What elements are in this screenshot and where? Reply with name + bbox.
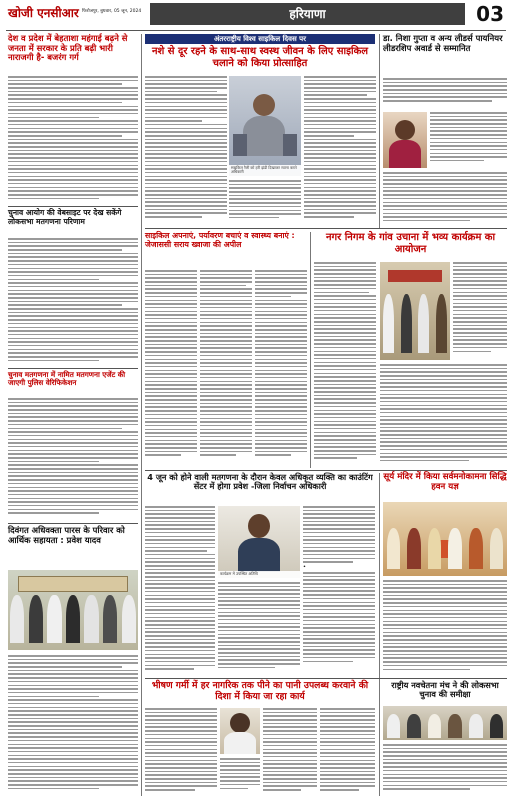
- newspaper-brand: खोजी एनसीआर: [8, 6, 79, 20]
- story4-photo: [8, 570, 138, 650]
- story6-intro: [383, 78, 507, 110]
- divider: [145, 678, 507, 679]
- story12-photo: [383, 706, 507, 740]
- story12-body: [383, 744, 507, 796]
- story11-headline: भीषण गर्मी में हर नागरिक तक पीने का पानी उपलब्ध करवाने की दिशा में किया जा रहा कार्य: [151, 680, 369, 702]
- divider: [145, 228, 507, 229]
- story10-body: [383, 580, 507, 676]
- story10-headline: सूर्य मंदिर में किया सर्वमनोकामना सिद्धि हवन यज्ञ: [383, 472, 507, 492]
- story5-headline: नशे से दूर रहने के साथ-साथ स्वस्थ जीवन के लिए साइकिल चलाने को किया प्रोत्साहित: [151, 46, 369, 69]
- story6-portrait: [383, 112, 427, 168]
- story5-body-middle: [229, 180, 301, 224]
- page-number: 03: [476, 2, 504, 26]
- story8-photo: [380, 262, 450, 360]
- story9-photo: [218, 506, 300, 578]
- column-rule: [379, 473, 380, 796]
- divider: [8, 368, 138, 369]
- header-rule: [6, 30, 506, 31]
- story11-body-col2: [263, 708, 317, 796]
- story8-body-col2: [380, 364, 507, 468]
- story5-banner: अंतरराष्ट्रीय विश्व साइकिल दिवस पर: [145, 34, 375, 44]
- story2-headline: चुनाव आयोग की वेबसाइट पर देख सकेंगे लोकसभा मतगणना परिणाम: [8, 208, 122, 226]
- story5-body-left: [145, 76, 227, 224]
- story11-portrait: [220, 708, 260, 754]
- divider: [145, 470, 507, 471]
- story9-body-col1: [145, 506, 215, 676]
- story6-body-side: [430, 112, 507, 168]
- story11-body-under-photo: [220, 758, 260, 796]
- story9-photo-caption: कार्यक्रम में उपस्थित अतिथि: [218, 571, 300, 578]
- story10-photo: [383, 502, 507, 576]
- section-title: हरियाणा: [150, 3, 465, 25]
- story6-body: [383, 172, 507, 226]
- story9-body-col3: [303, 506, 375, 676]
- masthead: [0, 0, 512, 34]
- column-rule: [310, 232, 311, 468]
- story3-headline: चुनाव मतगणना में नामित मतगणना एजेंट की जाएगी पुलिस वेरिफिकेशन: [8, 370, 126, 388]
- story5-photo-caption: साइकिल रैली को हरी झंडी दिखाकर रवाना करते अधिकारी: [229, 165, 301, 176]
- story3-body: [8, 398, 138, 520]
- story11-body-col1: [145, 708, 217, 796]
- story7-body-col1: [145, 270, 197, 468]
- story8-headline: नगर निगम के गांव उचाना में भव्य कार्यक्रम का आयोजन: [325, 232, 496, 255]
- story7-body-col3: [255, 270, 307, 468]
- story1-headline: देश व प्रदेश में बेहताशा महंगाई बढ़ने से जनता में सरकार के प्रति बढ़ी भारी नाराजगी है- बजरंग गर्ग: [8, 33, 128, 63]
- story7-headline: साइकिल अपनाएं, पर्यावरण बचाएं व स्वास्थ्य बनाएं : जेजाससी सराय ख्वाजा की अपील: [145, 231, 295, 249]
- story8-body-col1: [314, 262, 376, 468]
- story5-photo: [229, 76, 301, 176]
- story9-headline: 4 जून को होने वाली मतगणना के दौरान केवल अधिकृत व्यक्ति का काउंटिंग सेंटर में होगा प्रवेश -जिला निर्वाचन अधिकारी: [147, 472, 373, 492]
- story2-body: [8, 238, 138, 366]
- story11-body-col3: [320, 708, 375, 796]
- story12-headline: राष्ट्रीय नवचेतना मंच ने की लोकसभा चुनाव की समीक्षा: [391, 680, 499, 700]
- divider: [8, 206, 138, 207]
- story4-body: [8, 655, 138, 795]
- story9-body-col2: [218, 582, 300, 676]
- column-rule: [379, 34, 380, 228]
- story1-body: [8, 76, 138, 204]
- column-rule: [141, 34, 142, 796]
- story9-subhead: •: [303, 565, 306, 570]
- story4-headline: दिवंगत अधिवक्ता पारस के परिवार को आर्थिक सहायता : प्रवेश यादव: [8, 525, 125, 545]
- story7-body-col2: [200, 270, 252, 468]
- dateline: फिरोजपुर, बुधवार, 05 जून, 2024: [82, 9, 142, 14]
- story6-headline: डा. निशा गुप्ता व अन्य लीडर्स पायनियर लीडरशिप अवार्ड से सम्मानित: [383, 33, 503, 53]
- story5-body-right: [304, 76, 376, 224]
- divider: [8, 523, 138, 524]
- story8-body-col3: [453, 262, 507, 360]
